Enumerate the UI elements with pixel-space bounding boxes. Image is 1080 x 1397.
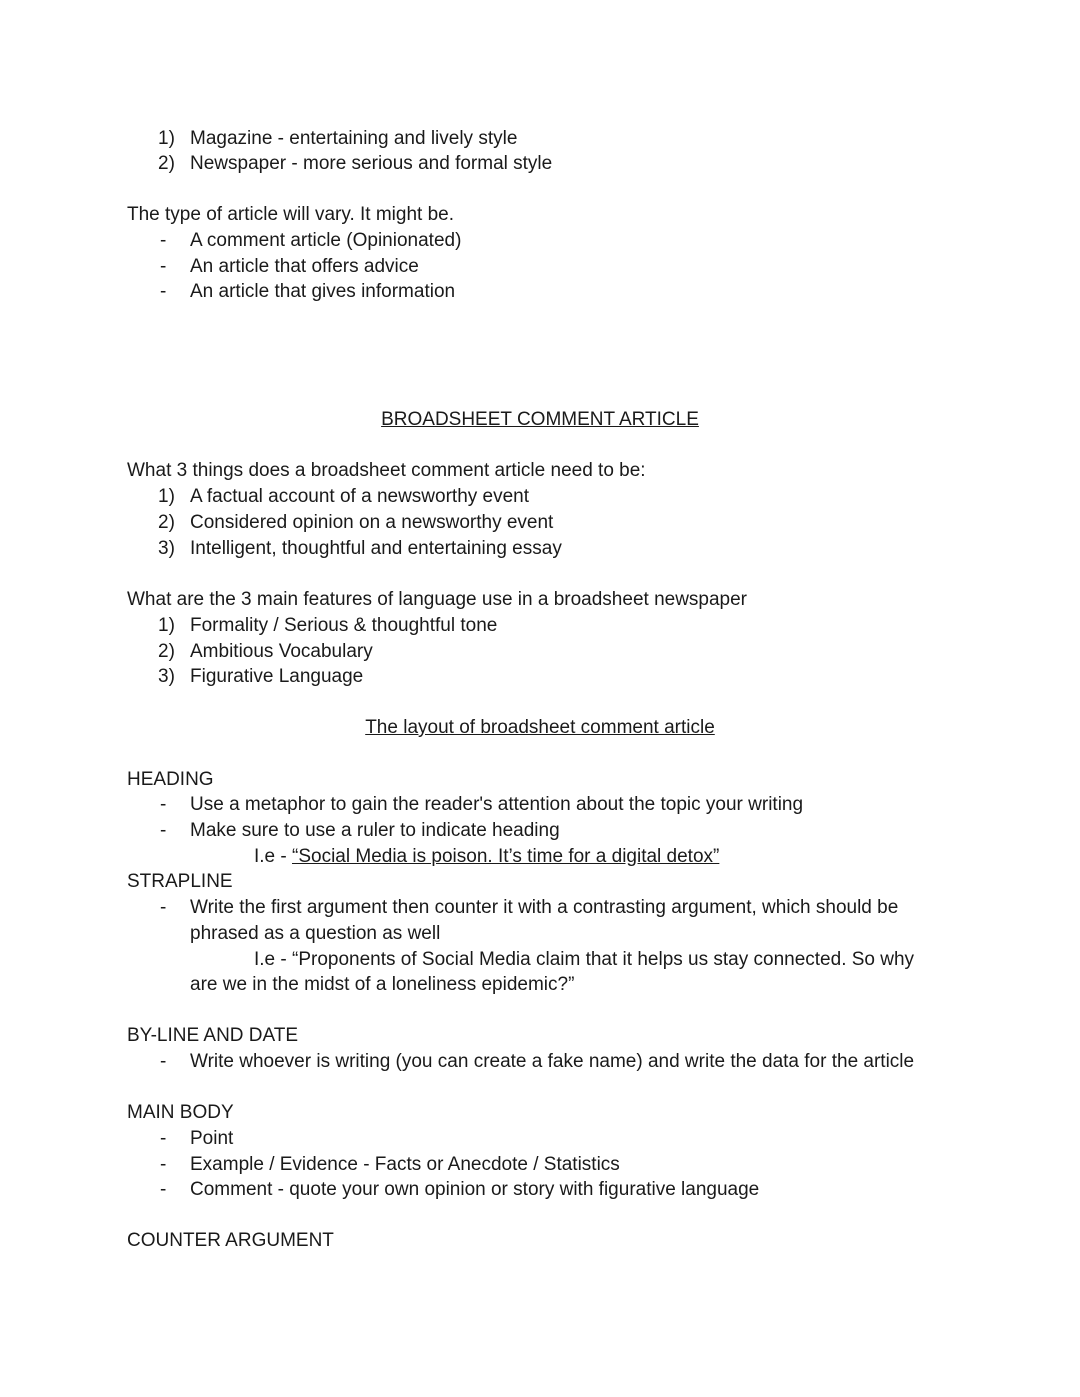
list-marker: 1): [158, 615, 175, 636]
list-item: Use a metaphor to gain the reader's attention about the topic your writing: [190, 794, 804, 815]
list-item: Intelligent, thoughtful and entertaining essay: [190, 538, 562, 559]
example: I.e - “Proponents of Social Media claim that it helps us stay connected. So why: [254, 949, 915, 970]
bullet: -: [160, 256, 167, 277]
list-item: A factual account of a newsworthy event: [190, 486, 530, 507]
example: [254, 846, 719, 868]
list-item: Write the first argument then counter it with a contrasting argument, which should be: [190, 897, 899, 918]
question: What 3 things does a broadsheet comment article need to be:: [127, 460, 646, 481]
list-item: An article that offers advice: [190, 256, 419, 277]
question: What are the 3 main features of language use in a broadsheet newspaper: [127, 589, 748, 610]
bullet: -: [160, 794, 167, 815]
list-item: Point: [190, 1128, 234, 1149]
section-title: STRAPLINE: [127, 871, 233, 892]
list-item: An article that gives information: [190, 281, 456, 302]
list-item: Ambitious Vocabulary: [190, 641, 373, 662]
example-quote: “Social Media is poison. It’s time for a digital detox”: [292, 846, 720, 867]
list-marker: 2): [158, 153, 175, 174]
list-item: Considered opinion on a newsworthy event: [190, 512, 554, 533]
list-item: Formality / Serious & thoughtful tone: [190, 615, 498, 636]
list-item-continued: phrased as a question as well: [190, 923, 441, 944]
list-marker: 3): [158, 538, 175, 559]
bullet: -: [160, 281, 167, 302]
list-marker: 1): [158, 486, 175, 507]
subheading: The layout of broadsheet comment article: [365, 717, 715, 738]
list-item: Comment - quote your own opinion or story with figurative language: [190, 1179, 760, 1200]
bullet: -: [160, 820, 167, 841]
list-item: Write whoever is writing (you can create a fake name) and write the data for the article: [190, 1051, 915, 1072]
list-marker: 2): [158, 512, 175, 533]
bullet: -: [160, 230, 167, 251]
list-marker: 3): [158, 666, 175, 687]
bullet: -: [160, 897, 167, 918]
section-title: HEADING: [127, 769, 214, 790]
list-item: Make sure to use a ruler to indicate heading: [190, 820, 560, 841]
example-prefix: I.e -: [254, 846, 293, 867]
section-heading: BROADSHEET COMMENT ARTICLE: [381, 409, 699, 430]
list-item: Figurative Language: [190, 666, 364, 687]
list-marker: 2): [158, 641, 175, 662]
bullet: -: [160, 1154, 167, 1175]
example-continued: are we in the midst of a loneliness epidemic?”: [190, 974, 575, 995]
paragraph: The type of article will vary. It might be.: [127, 204, 454, 225]
list-item: Magazine - entertaining and lively style: [190, 128, 518, 149]
list-item: Example / Evidence - Facts or Anecdote / Statistics: [190, 1154, 620, 1175]
list-item: A comment article (Opinionated): [190, 230, 462, 251]
list-marker: 1): [158, 128, 175, 149]
bullet: -: [160, 1128, 167, 1149]
bullet: -: [160, 1179, 167, 1200]
section-title: BY-LINE AND DATE: [127, 1025, 299, 1046]
bullet: -: [160, 1051, 167, 1072]
section-title: MAIN BODY: [127, 1102, 234, 1123]
list-item: Newspaper - more serious and formal style: [190, 153, 553, 174]
section-title: COUNTER ARGUMENT: [127, 1230, 334, 1251]
